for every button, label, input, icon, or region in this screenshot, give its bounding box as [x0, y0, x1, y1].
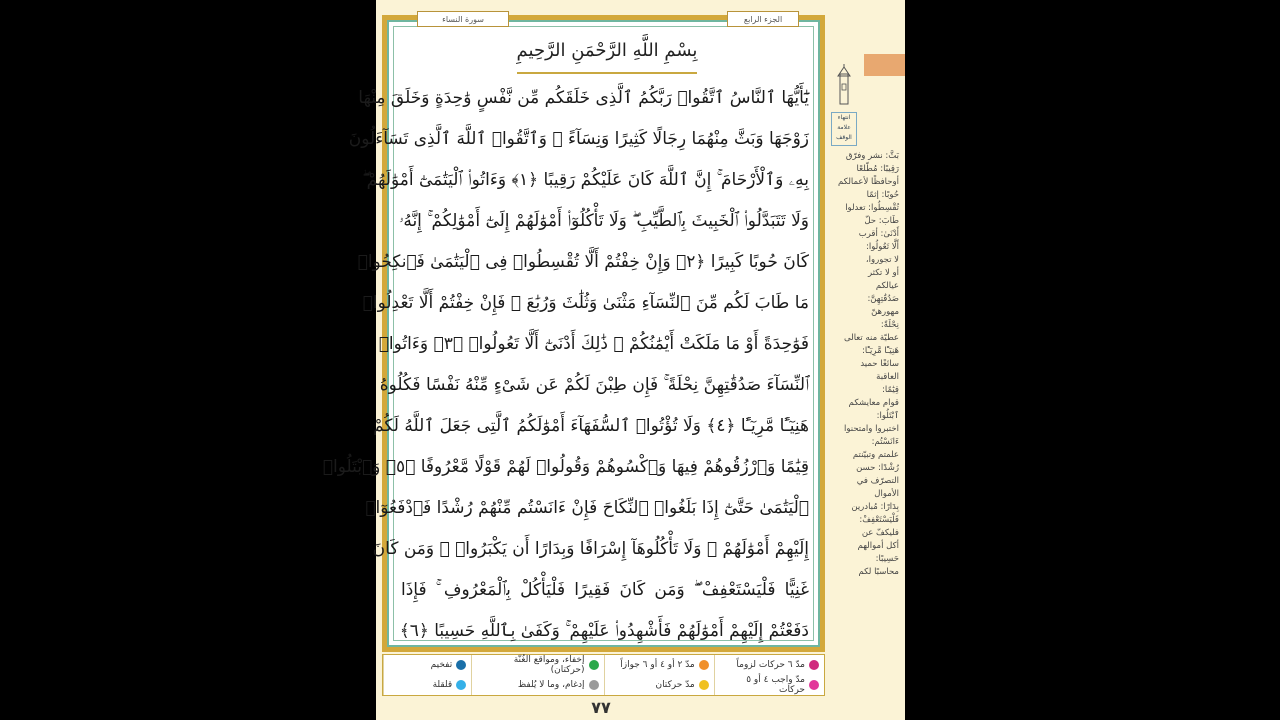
legend-dot	[589, 660, 599, 670]
margin-note: مهورهنّ	[871, 307, 899, 317]
ayah-line: فَوَٰحِدَةً أَوْ مَا مَلَكَتْ أَيْمَٰنُكُمْ ۚ ذَٰلِكَ أَدْنَىٰٓ أَلَّا تَعُولُوا۟ ﴿٣﴾ وَءَاتُوا۟	[378, 334, 809, 354]
margin-note: أَدْنَىٰ: أقرب	[858, 229, 899, 239]
legend-item	[471, 655, 603, 675]
margin-note: لا تجوروا،	[865, 255, 899, 265]
ayah-line: ٱلنِّسَآءَ صَدُقَٰتِهِنَّ نِحْلَةً ۚ فَإِن طِبْنَ لَكُمْ عَن شَىْءٍ مِّنْهُ نَفْسًا فَكُلُوهُ	[379, 375, 809, 395]
margin-note: أكل أموالهم	[857, 541, 899, 551]
margin-note: حَسِيبًا:	[875, 554, 899, 564]
ayah-line: إِلَيْهِمْ أَمْوَٰلَهُمْ ۖ وَلَا تَأْكُلُوهَآ إِسْرَافًا وَبِدَارًا أَن يَكْبَرُوا۟ ۚ وَمَن كَانَ	[372, 539, 809, 559]
ayah-line: دَفَعْتُمْ إِلَيْهِمْ أَمْوَٰلَهُمْ فَأَشْهِدُوا۟ عَلَيْهِمْ ۚ وَكَفَىٰ بِٱللَّهِ حَسِيبًا ﴿٦﴾	[399, 621, 809, 641]
margin-note: أَلَّا تَعُولُوا:	[866, 242, 899, 252]
margin-note: تُقْسِطُوا: تعدلوا	[845, 203, 899, 213]
ayah-line: قِيَٰمًا وَٱرْزُقُوهُمْ فِيهَا وَٱكْسُوهُمْ وَقُولُوا۟ لَهُمْ قَوْلًا مَّعْرُوفًا ﴿٥﴾ وَٱبْتَلُوا۟	[322, 457, 809, 477]
juz-label: الجزء الرابع	[727, 11, 799, 27]
legend-dot	[809, 660, 819, 670]
margin-note: ٱبْتَلُوا:	[876, 411, 899, 421]
margin-note: صَدُقَٰتِهِنَّ:	[867, 294, 899, 304]
margin-note: أو لا تكثر	[867, 268, 899, 278]
margin-note: الأموال	[874, 489, 899, 499]
basmala: بِسْمِ اللَّهِ الرَّحْمَنِ الرَّحِيمِ	[516, 40, 698, 61]
legend-item	[604, 675, 714, 695]
margin-note: ءَانَسْتُم:	[871, 437, 899, 447]
tajweed-legend	[382, 654, 825, 696]
margin-note: رُشْدًا: حسن	[856, 463, 899, 473]
margin-note: طَابَ: حلّ	[864, 216, 899, 226]
margin-note: بِدَارًا: مُبادرين	[851, 502, 899, 512]
legend-item	[604, 655, 714, 675]
legend-text: قلقلة	[432, 680, 453, 690]
legend-text: إخفاء، ومواقع الغُنّة (حركتان)	[513, 655, 585, 675]
legend-dot	[456, 660, 466, 670]
legend-dot	[589, 680, 599, 690]
legend-item	[714, 655, 824, 675]
margin-note: التصرّف في	[856, 476, 899, 486]
ayah-line: زَوْجَهَا وَبَثَّ مِنْهُمَا رِجَالًا كَثِيرًا وَنِسَآءً ۚ وَٱتَّقُوا۟ ٱللَّهَ ٱلَّذِى تَسَآءَلُونَ	[348, 129, 809, 149]
basmala-underline	[517, 72, 697, 74]
ayah-line: كَانَ حُوبًا كَبِيرًا ﴿٢﴾ وَإِنْ خِفْتُمْ أَلَّا تُقْسِطُوا۟ فِى ٱلْيَتَٰمَىٰ فَٱنكِحُوا۟	[357, 252, 809, 272]
page-number: ٧٧	[591, 698, 611, 717]
surah-label: سورة النساء	[417, 11, 509, 27]
margin-note: رَقِيبًا: مُطّلعًا	[856, 164, 899, 174]
margin-notes	[829, 150, 899, 579]
legend-item	[383, 655, 471, 675]
mushaf-page	[322, 0, 905, 720]
ayah-line: يَٰٓأَيُّهَا ٱلنَّاسُ ٱتَّقُوا۟ رَبَّكُمُ ٱلَّذِى خَلَقَكُم مِّن نَّفْسٍ وَٰحِدَةٍ وَخَلَقَ مِنْهَا	[358, 88, 809, 108]
margin-note: هَنِيٓـًٔا مَّرِيٓـًٔا:	[862, 346, 899, 356]
ayah-line: غَنِيًّا فَلْيَسْتَعْفِفْ ۖ وَمَن كَانَ فَقِيرًا فَلْيَأْكُلْ بِٱلْمَعْرُوفِ ۚ فَإِذَا	[401, 580, 809, 600]
margin-note: نِحْلَةً:	[880, 320, 899, 330]
margin-note: عطيّة منه تعالى	[844, 333, 899, 343]
legend-item	[383, 675, 471, 695]
ayah-line: ٱلْيَتَٰمَىٰ حَتَّىٰٓ إِذَا بَلَغُوا۟ ٱلنِّكَاحَ فَإِنْ ءَانَسْتُم مِّنْهُمْ رُشْدًا فَٱدْفَعُوٓا۟	[365, 498, 809, 518]
text-frame	[322, 14, 825, 652]
ayah-line: بِهِۦ وَٱلْأَرْحَامَ ۚ إِنَّ ٱللَّهَ كَانَ عَلَيْكُمْ رَقِيبًا ﴿١﴾ وَءَاتُوا۟ ٱلْيَتَٰمَىٰٓ أَمْوَٰلَهُمْ ۖ	[362, 170, 809, 190]
legend-item	[714, 675, 824, 695]
margin-note: محاسبًا لكم	[858, 567, 899, 577]
ayah-line: وَلَا تَتَبَدَّلُوا۟ ٱلْخَبِيثَ بِٱلطَّيِّبِ ۖ وَلَا تَأْكُلُوٓا۟ أَمْوَٰلَهُمْ إِلَىٰٓ أَمْوَٰلِكُمْ ۚ إِنَّهُۥ	[399, 211, 809, 231]
legend-text: مدّ حركتان	[655, 680, 695, 690]
margin-note: بَثَّ: نشر وفرّق	[845, 151, 899, 161]
margin-note: العاقبة	[876, 372, 899, 382]
ayah-line: هَنِيٓـًٔا مَّرِيٓـًٔا ﴿٤﴾ وَلَا تُؤْتُوا۟ ٱلسُّفَهَآءَ أَمْوَٰلَكُمُ ٱلَّتِى جَعَلَ ٱللَّهُ لَكُمْ	[373, 416, 809, 436]
ayah-line: مَا طَابَ لَكُم مِّنَ ٱلنِّسَآءِ مَثْنَىٰ وَثُلَٰثَ وَرُبَٰعَ ۖ فَإِنْ خِفْتُمْ أَلَّا تَعْدِلُوا۟	[362, 293, 809, 313]
ayah-lines	[322, 78, 809, 652]
margin-note: علمتم وتبيّنتم	[852, 450, 899, 460]
legend-text: مدّ واجب ٤ أو ٥ حركات	[746, 675, 805, 695]
legend-dot	[456, 680, 466, 690]
margin-note: فَلْيَسْتَعْفِفْ:	[859, 515, 899, 525]
minaret-icon	[834, 64, 854, 106]
legend-dot	[809, 680, 819, 690]
margin-note: قوام معايشكم	[848, 398, 899, 408]
legend-text: مدّ ٢ أو ٤ أو ٦ جوازاً	[620, 660, 695, 670]
legend-text: إدغام، وما لا يُلفظ	[517, 680, 585, 690]
juz-tab-marker	[864, 54, 905, 76]
legend-dot	[699, 680, 709, 690]
margin-note: فليكفّ عن	[861, 528, 899, 538]
legend-item	[471, 675, 603, 695]
margin-note: اختبروا وامتحنوا	[844, 424, 899, 434]
margin-note: سائغًا حميد	[860, 359, 899, 369]
legend-text: تفخيم	[430, 660, 453, 670]
margin-note: عيالكم	[875, 281, 899, 291]
margin-note: حُوبًا: إثمًا	[866, 190, 899, 200]
legend-text: مدّ ٦ حركات لزوماً	[736, 660, 805, 670]
legend-dot	[699, 660, 709, 670]
margin-note: قِيَٰمًا:	[882, 385, 899, 395]
margin-note: أوحافظًا لأعمالكم	[837, 177, 899, 187]
waqf-box: انتهاء علامة الوقف	[831, 112, 857, 146]
